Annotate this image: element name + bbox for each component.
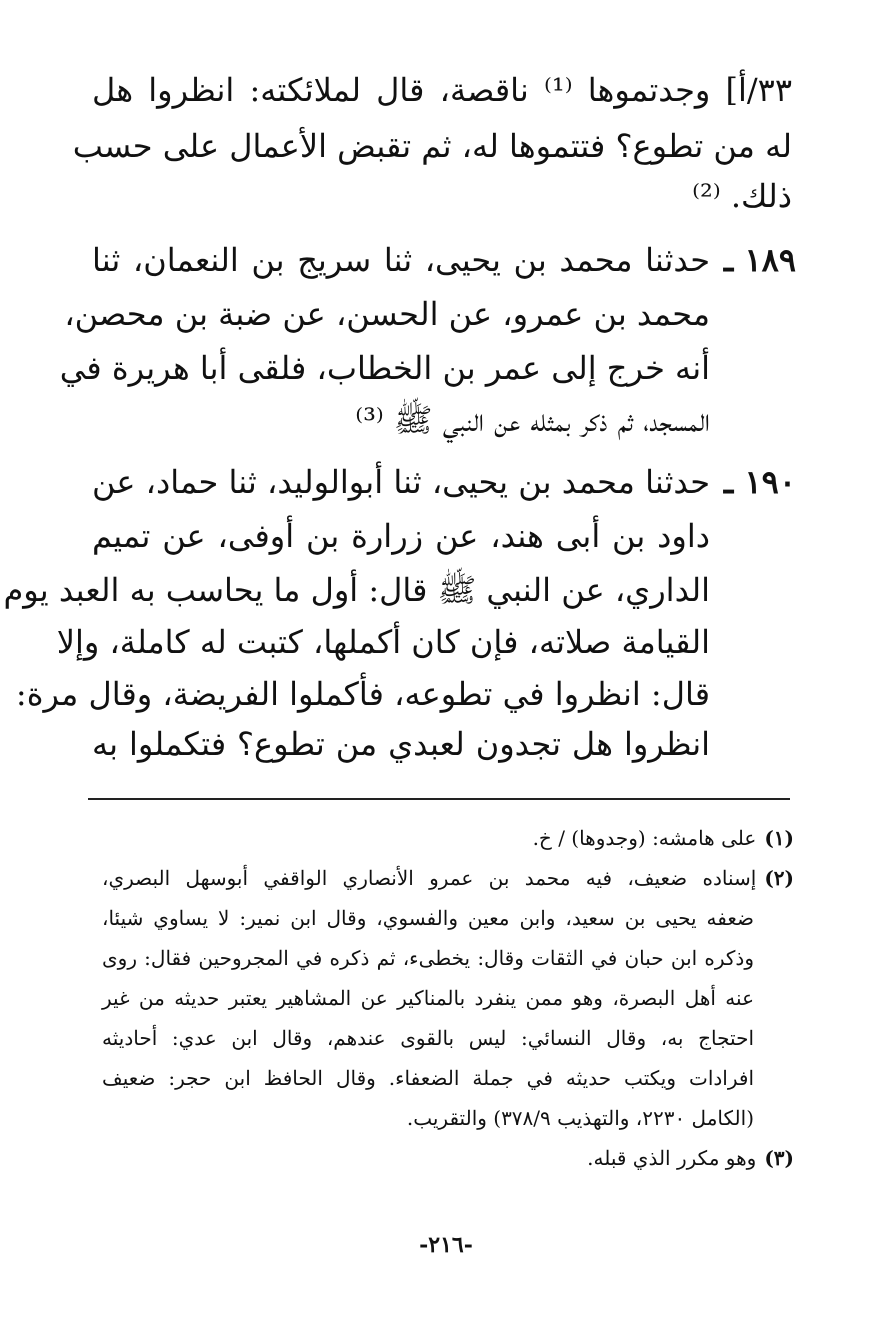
footnote-line: (الكامل ٢٢٣٠، والتهذيب ٣٧٨/٩) والتقريب.: [406, 1106, 754, 1130]
footnote-text: وهو مكرر الذي قبله.: [587, 1146, 757, 1170]
text-line: له من تطوع؟ فتتموها له، ثم تقبض الأعمال على حسب: [72, 127, 792, 165]
text-line: القيامة صلاته، فإن كان أكملها، كتبت له كاملة، وإلا: [56, 623, 710, 661]
footnote-line: [102, 866, 794, 890]
page-number: -٢١٦-: [419, 1232, 473, 1258]
footnote-line: عنه أهل البصرة، وهو ممن ينفرد بالمناكير عن المشاهير يعتبر حديثه من غير: [102, 986, 754, 1010]
text-line: ذلك. ⁽²⁾: [692, 177, 792, 215]
footnote-divider: [88, 798, 790, 800]
text-line: انظروا هل تجدون لعبدي من تطوع؟ فتكملوا به: [92, 725, 710, 763]
text-line: أنه خرج إلى عمر بن الخطاب، فلقى أبا هريرة في: [59, 349, 710, 387]
footnote-line: ضعفه يحيى بن سعيد، وابن معين والفسوي، وقال ابن نمير: لا يساوي شيئا،: [102, 906, 754, 930]
footnote-line: [102, 1146, 794, 1170]
footnote-number: (٢): [764, 866, 794, 890]
footnote-line: افرادات ويكتب حديثه في جملة الضعفاء. وقال الحافظ ابن حجر: ضعيف: [102, 1066, 755, 1090]
text-line: داود بن أبى هند، عن زرارة بن أوفى، عن تميم: [92, 517, 710, 555]
footnote-line: [102, 826, 794, 850]
footnote-number: (١): [764, 826, 794, 850]
text-line: حدثنا محمد بن يحيى، ثنا سريج بن النعمان، ثنا: [92, 241, 710, 279]
hadith-number: ١٩٠ ـ: [723, 463, 796, 501]
text-line: المسجد، ثم ذكر بمثله عن النبي ﷺ ⁽³⁾: [355, 401, 710, 439]
footnote-text: على هامشه: (وجدوها) / خ.: [532, 826, 757, 850]
footnote-text: إسناده ضعيف، فيه محمد بن عمرو الأنصاري الواقفي أبوسهل البصري،: [102, 866, 757, 890]
text-line: قال: انظروا في تطوعه، فأكملوا الفريضة، وقال مرة:: [15, 675, 710, 713]
text-line: ٣٣/أ] وجدتموها ⁽¹⁾ ناقصة، قال لملائكته: انظروا هل: [92, 71, 793, 109]
text-line: حدثنا محمد بن يحيى، ثنا أبوالوليد، ثنا حماد، عن: [92, 463, 710, 501]
hadith-number: ١٨٩ ـ: [723, 241, 796, 279]
footnote-line: احتجاج به، وقال النسائي: ليس بالقوى عندهم، وقال ابن عدي: أحاديثه: [102, 1026, 754, 1050]
footnote-number: (٣): [764, 1146, 794, 1170]
text-line: محمد بن عمرو، عن الحسن، عن ضبة بن محصن،: [64, 295, 710, 333]
footnote-line: وذكره ابن حبان في الثقات وقال: يخطىء، ثم ذكره في المجروحين فقال: روى: [102, 946, 754, 970]
text-line: الداري، عن النبي ﷺ قال: أول ما يحاسب به العبد يوم: [3, 571, 710, 609]
